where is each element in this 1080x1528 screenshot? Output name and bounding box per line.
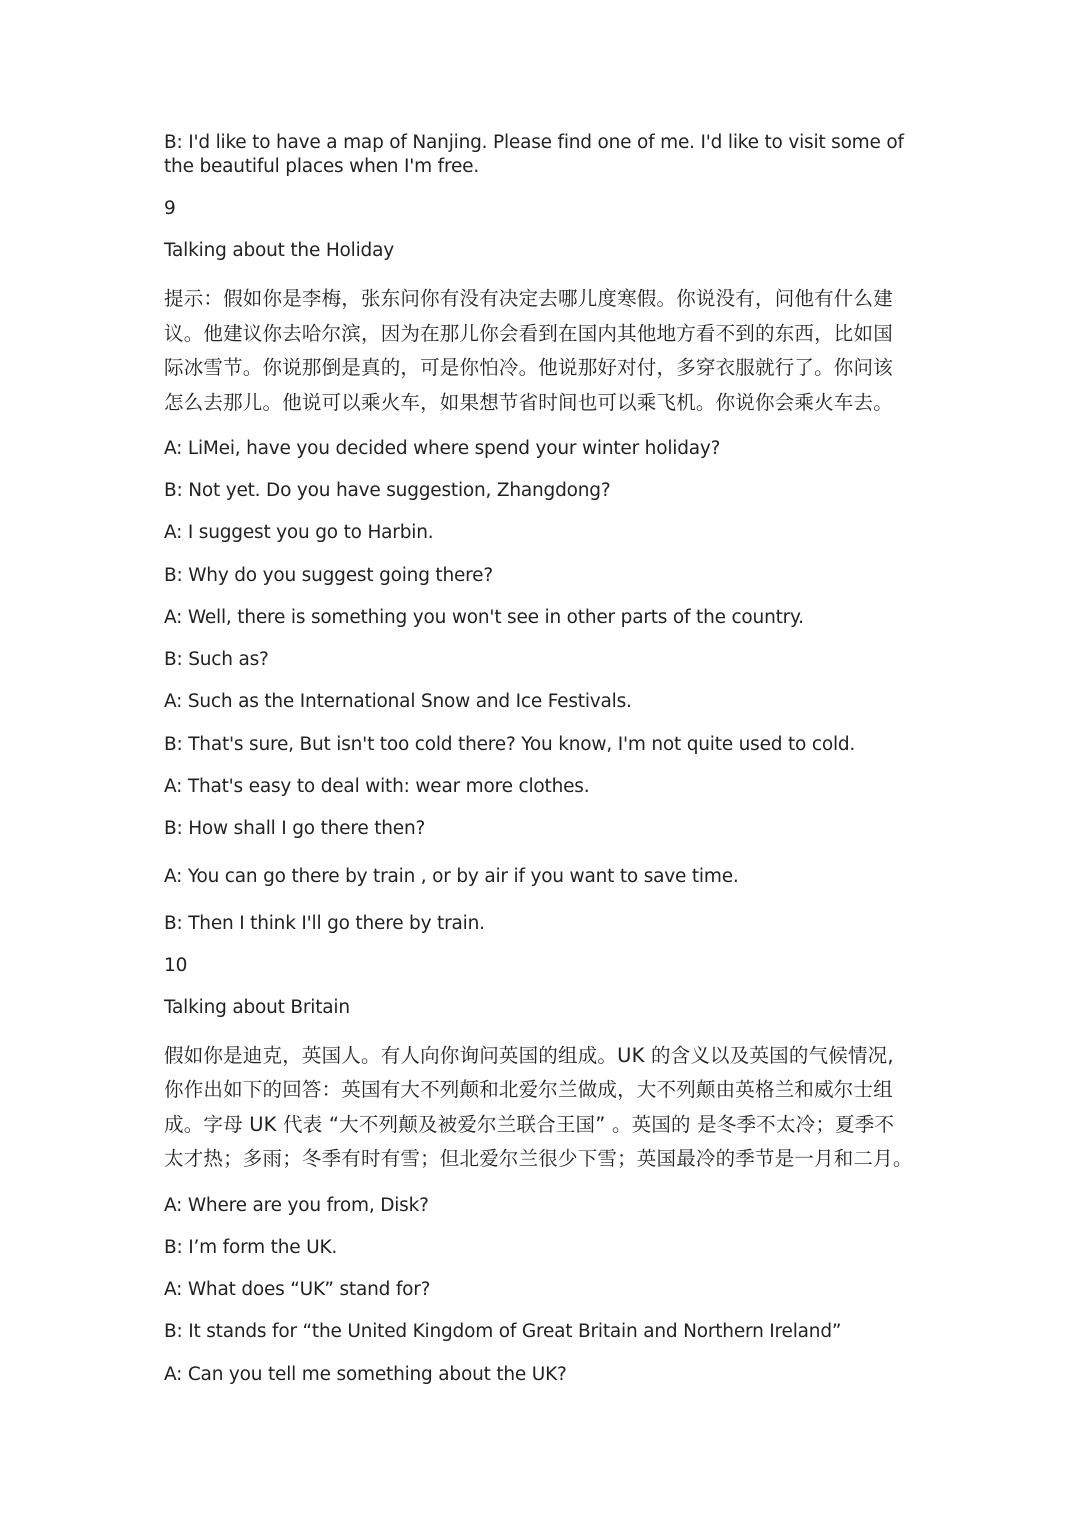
prompt-line: 成。字母 UK 代表 “大不列颠及被爱尔兰联合王国” 。英国的 是冬季不太冷；夏季不 [164,1113,895,1136]
dialogue-line: A: That's easy to deal with: wear more clothes. [164,776,590,797]
dialogue-line: A: Can you tell me something about the UK? [164,1364,567,1385]
dialogue-line: B: Why do you suggest going there? [164,565,493,586]
dialogue-line: A: You can go there by train , or by air if you want to save time. [164,866,739,887]
prompt-line: 际冰雪节。你说那倒是真的，可是你怕冷。他说那好对付，多穿衣服就行了。你问该 [164,356,893,379]
dialogue-line: A: Well, there is something you won't see in other parts of the country. [164,607,804,628]
prompt-line: 太才热；多雨；冬季有时有雪；但北爱尔兰很少下雪；英国最冷的季节是一月和二月。 [164,1147,913,1170]
dialogue-line: A: Such as the International Snow and Ice Festivals. [164,691,632,712]
section-number: 9 [164,198,176,219]
dialogue-line: A: What does “UK” stand for? [164,1279,431,1300]
dialogue-line: A: Where are you from, Disk? [164,1195,429,1216]
prompt-line: 怎么去那儿。他说可以乘火车，如果想节省时间也可以乘飞机。你说你会乘火车去。 [164,391,893,414]
prompt-line: 议。他建议你去哈尔滨，因为在那儿你会看到在国内其他地方看不到的东西，比如国 [164,322,893,345]
prompt-line: 提示：假如你是李梅，张东问你有没有决定去哪儿度寒假。你说没有，问他有什么建 [164,287,893,310]
dialogue-line: B: Then I think I'll go there by train. [164,913,485,934]
dialogue-line: B: That's sure, But isn't too cold there? You know, I'm not quite used to cold. [164,734,856,755]
dialogue-line: B: Such as? [164,649,269,670]
dialogue-line: B: I’m form the UK. [164,1237,338,1258]
intro-line: B: I'd like to have a map of Nanjing. Please find one of me. I'd like to visit some of [164,132,904,153]
dialogue-line: A: LiMei, have you decided where spend your winter holiday? [164,438,721,459]
prompt-line: 你作出如下的回答：英国有大不列颠和北爱尔兰做成，大不列颠由英格兰和威尔士组 [164,1078,893,1101]
dialogue-line: B: How shall I go there then? [164,818,426,839]
prompt-line: 假如你是迪克，英国人。有人向你询问英国的组成。UK 的含义以及英国的气候情况, [164,1044,894,1067]
section-number: 10 [164,955,188,976]
section-title: Talking about the Holiday [164,240,394,261]
section-title: Talking about Britain [164,997,350,1018]
dialogue-line: A: I suggest you go to Harbin. [164,522,434,543]
intro-line: the beautiful places when I'm free. [164,156,480,177]
dialogue-line: B: It stands for “the United Kingdom of Great Britain and Northern Ireland” [164,1321,842,1342]
dialogue-line: B: Not yet. Do you have suggestion, Zhangdong? [164,480,611,501]
